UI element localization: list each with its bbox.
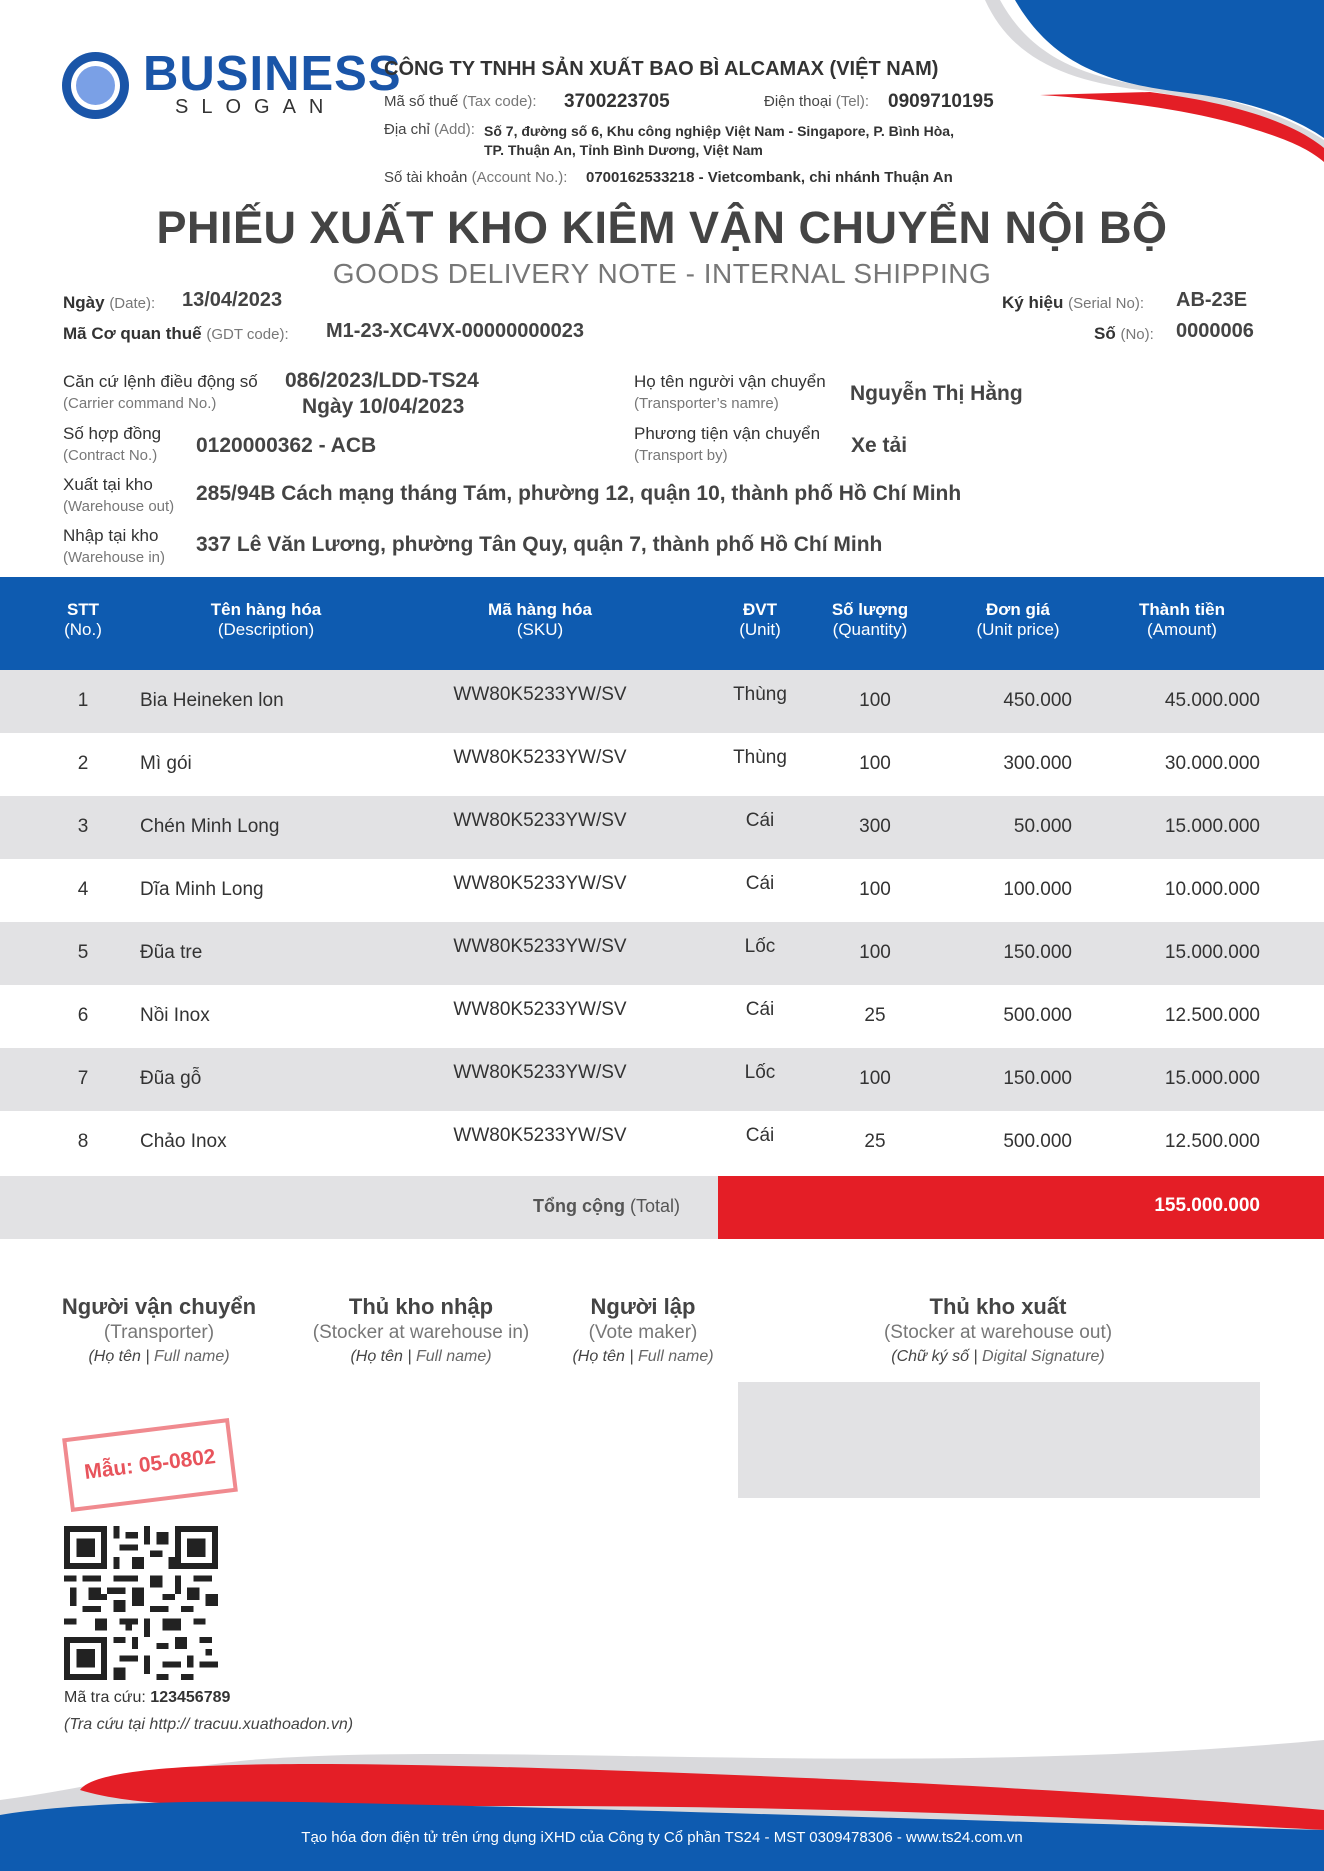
- digital-signature-box: [738, 1382, 1260, 1498]
- signature-vote-maker: Người lập (Vote maker) (Họ tên | Full name): [572, 1294, 714, 1365]
- cell-amount: 45.000.000: [1164, 690, 1260, 711]
- cell-sku: WW80K5233YW/SV: [453, 1062, 627, 1083]
- column-header-quantity: Số lượng (Quantity): [831, 600, 909, 639]
- number-label: Số (No):: [1094, 324, 1154, 343]
- cell-amount: 12.500.000: [1164, 1131, 1260, 1152]
- table-row: [0, 670, 1324, 733]
- cell-unit: Cái: [745, 810, 775, 831]
- cell-amount: 10.000.000: [1164, 879, 1260, 900]
- cell-amount: 15.000.000: [1164, 1068, 1260, 1089]
- column-header-amount: Thành tiền (Amount): [1139, 600, 1225, 639]
- document-subtitle: GOODS DELIVERY NOTE - INTERNAL SHIPPING: [332, 258, 992, 289]
- cell-no: 5: [77, 942, 89, 963]
- transport-label: Phương tiện vận chuyển (Transport by): [634, 424, 821, 464]
- cell-amount: 12.500.000: [1164, 1005, 1260, 1026]
- cell-desc: Bia Heineken lon: [140, 690, 284, 711]
- column-header-unit-price: Đơn giá (Unit price): [976, 600, 1060, 639]
- warehouse-out-label: Xuất tại kho (Warehouse out): [63, 475, 175, 515]
- total-label: Tổng cộng (Total): [532, 1196, 680, 1216]
- cell-no: 2: [77, 753, 89, 774]
- tax-code-value: 3700223705: [564, 91, 670, 112]
- cell-sku: WW80K5233YW/SV: [453, 873, 627, 894]
- table-row: [0, 1111, 1324, 1174]
- logo-slogan: SLOGAN: [175, 96, 337, 118]
- cell-amount: 15.000.000: [1164, 816, 1260, 837]
- signature-stocker-out: Thủ kho xuất (Stocker at warehouse out) (Chữ ký số | Digital Signature): [883, 1294, 1113, 1365]
- cell-no: 3: [77, 816, 89, 837]
- cell-price: 50.000: [1013, 816, 1072, 837]
- cell-unit: Cái: [745, 873, 775, 894]
- column-header-sku: Mã hàng hóa (SKU): [488, 600, 592, 639]
- company-name: CÔNG TY TNHH SẢN XUẤT BAO BÌ ALCAMAX (VIỆT NAM): [384, 58, 939, 80]
- address-value: Số 7, đường số 6, Khu công nghiệp Việt Nam - Singapore, P. Bình Hòa, TP. Thuận An, Tỉnh Bình Dương, Việt Nam: [484, 123, 954, 158]
- warehouse-in-label: Nhập tại kho (Warehouse in): [63, 526, 165, 566]
- cell-sku: WW80K5233YW/SV: [453, 684, 627, 705]
- cell-qty: 100: [859, 879, 891, 900]
- cell-sku: WW80K5233YW/SV: [453, 747, 627, 768]
- cell-no: 4: [77, 879, 89, 900]
- footer-text: Tạo hóa đơn điện tử trên ứng dụng iXHD của Công ty Cổ phần TS24 - MST 0309478306 - www.ts24.com.vn: [301, 1829, 1023, 1846]
- cell-price: 500.000: [1003, 1005, 1072, 1026]
- date-label: Ngày (Date):: [63, 293, 156, 312]
- transporter-value: Nguyễn Thị Hằng: [850, 382, 1023, 405]
- cell-qty: 100: [859, 942, 891, 963]
- logo-mark-icon: [62, 52, 129, 119]
- cell-unit: Cái: [745, 1125, 775, 1146]
- document-title: PHIẾU XUẤT KHO KIÊM VẬN CHUYỂN NỘI BỘ: [156, 202, 1168, 253]
- qr-code-icon: [64, 1526, 218, 1680]
- cell-qty: 25: [864, 1131, 886, 1152]
- account-value: 0700162533218 - Vietcombank, chi nhánh Thuận An: [586, 169, 953, 186]
- cell-desc: Chảo Inox: [140, 1131, 227, 1152]
- cell-price: 150.000: [1003, 1068, 1072, 1089]
- cell-price: 450.000: [1003, 690, 1072, 711]
- cell-desc: Mì gói: [140, 753, 192, 774]
- cell-unit: Thùng: [733, 747, 787, 768]
- table-row: [0, 985, 1324, 1048]
- address-label: Địa chỉ (Add):: [384, 121, 475, 138]
- account-label: Số tài khoản (Account No.):: [384, 169, 568, 186]
- cell-desc: Nồi Inox: [140, 1005, 210, 1026]
- logo-name: BUSINESS: [143, 47, 402, 101]
- cell-qty: 100: [859, 1068, 891, 1089]
- gdt-code-label: Mã Cơ quan thuế (GDT code):: [63, 324, 289, 343]
- cell-price: 300.000: [1003, 753, 1072, 774]
- cell-qty: 100: [859, 753, 891, 774]
- warehouse-out-value: 285/94B Cách mạng tháng Tám, phường 12, quận 10, thành phố Hồ Chí Minh: [196, 482, 962, 505]
- table-row: [0, 1048, 1324, 1111]
- cell-no: 1: [77, 690, 89, 711]
- cell-price: 500.000: [1003, 1131, 1072, 1152]
- cell-amount: 30.000.000: [1164, 753, 1260, 774]
- gdt-code-value: M1-23-XC4VX-00000000023: [326, 320, 584, 342]
- cell-no: 8: [77, 1131, 89, 1152]
- cell-price: 150.000: [1003, 942, 1072, 963]
- cell-unit: Thùng: [733, 684, 787, 705]
- column-header-no: STT (No.): [64, 600, 102, 639]
- serial-label: Ký hiệu (Serial No):: [1002, 293, 1144, 312]
- command-date: Ngày 10/04/2023: [302, 395, 465, 418]
- cell-no: 6: [77, 1005, 89, 1026]
- cell-desc: Chén Minh Long: [140, 816, 280, 837]
- cell-desc: Dĩa Minh Long: [140, 879, 264, 900]
- cell-qty: 100: [859, 690, 891, 711]
- cell-sku: WW80K5233YW/SV: [453, 936, 627, 957]
- lookup-code: Mã tra cứu: 123456789: [64, 1689, 231, 1706]
- column-header-description: Tên hàng hóa (Description): [210, 600, 322, 639]
- cell-sku: WW80K5233YW/SV: [453, 999, 627, 1020]
- table-row: [0, 922, 1324, 985]
- command-number: 086/2023/LDD-TS24: [285, 369, 479, 392]
- cell-sku: WW80K5233YW/SV: [453, 1125, 627, 1146]
- column-header-unit: ĐVT (Unit): [739, 600, 781, 639]
- command-label: Căn cứ lệnh điều động số (Carrier command No.): [63, 372, 258, 412]
- table-row: [0, 859, 1324, 922]
- warehouse-in-value: 337 Lê Văn Lương, phường Tân Quy, quận 7, thành phố Hồ Chí Minh: [196, 533, 883, 556]
- cell-sku: WW80K5233YW/SV: [453, 810, 627, 831]
- number-value: 0000006: [1176, 320, 1254, 342]
- cell-qty: 300: [859, 816, 891, 837]
- table-row: [0, 733, 1324, 796]
- total-value: 155.000.000: [1154, 1195, 1260, 1216]
- contract-label: Số hợp đồng (Contract No.): [63, 424, 162, 464]
- form-stamp: Mẫu: 05-0802: [62, 1418, 238, 1512]
- cell-desc: Đũa gỗ: [140, 1068, 202, 1089]
- signature-stocker-in: Thủ kho nhập (Stocker at warehouse in) (Họ tên | Full name): [312, 1294, 530, 1365]
- cell-unit: Lốc: [744, 936, 776, 957]
- tax-code-label: Mã số thuế (Tax code):: [384, 93, 537, 110]
- tel-label: Điện thoại (Tel):: [764, 93, 870, 110]
- table-row: [0, 796, 1324, 859]
- lookup-url: (Tra cứu tại http:// tracuu.xuathoadon.vn): [64, 1716, 354, 1733]
- cell-qty: 25: [864, 1005, 886, 1026]
- tel-value: 0909710195: [888, 91, 994, 112]
- contract-value: 0120000362 - ACB: [196, 434, 377, 457]
- transport-value: Xe tải: [851, 434, 908, 457]
- cell-no: 7: [77, 1068, 89, 1089]
- cell-desc: Đũa tre: [140, 942, 203, 963]
- date-value: 13/04/2023: [182, 289, 283, 311]
- cell-price: 100.000: [1003, 879, 1072, 900]
- cell-unit: Cái: [745, 999, 775, 1020]
- serial-value: AB-23E: [1176, 289, 1248, 311]
- cell-amount: 15.000.000: [1164, 942, 1260, 963]
- cell-unit: Lốc: [744, 1062, 776, 1083]
- signature-transporter: Người vận chuyển (Transporter) (Họ tên | Full name): [61, 1294, 257, 1365]
- transporter-label: Họ tên người vận chuyển (Transporter’s namre): [634, 372, 826, 412]
